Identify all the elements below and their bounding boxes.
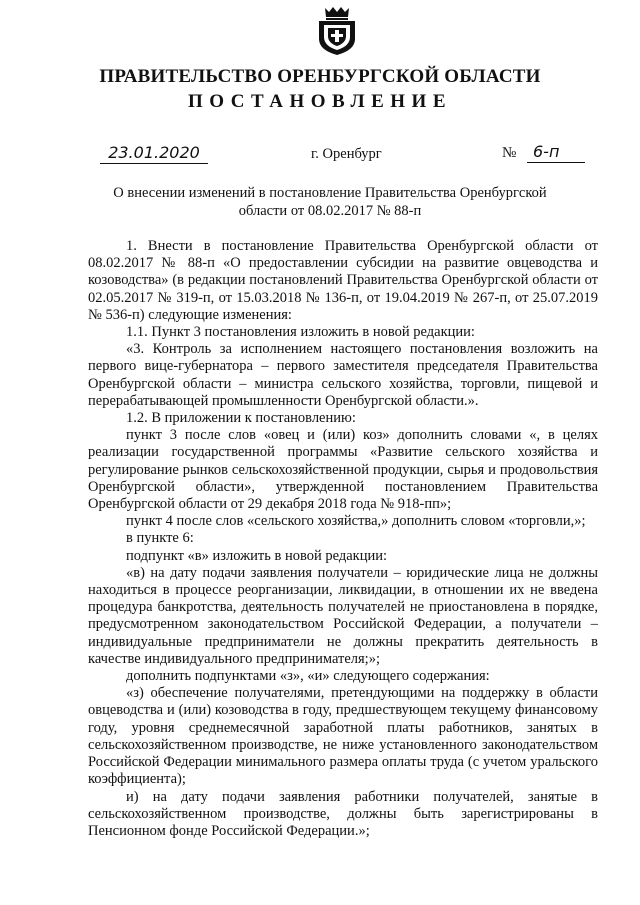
oblast-coat-of-arms-icon xyxy=(317,6,357,56)
paragraph-1: 1. Внести в постановление Правительства Оренбургской области от 08.02.2017 № 88-п «О предоставлении субсидии на развитие овцеводства и козоводства» (в редакции постановлений Правительства Оренбургской области от 02.05.2017 № 319-п, от 15.03.2018 № 136-п, от 19.04.2019 № 267-п, от 25.07.2019 № 536-п) следующие изменения: xyxy=(88,238,598,323)
paragraph-point-3: пункт 3 после слов «овец и (или) коз» дополнить словами «, в целях реализации государственной программы «Развитие сельского хозяйства и регулирование рынков сельскохозяйственной продукции, сырья и продовольствия Оренбургской области», утвержденной постановлением Правительства Оренбургской области от 29 декабря 2018 года № 918-пп»; xyxy=(88,427,598,513)
paragraph-quote-3: «3. Контроль за исполнением настоящего постановления возложить на первого вице-губернатора – первого заместителя председателя Правительства Оренбургской области – министра сельского хозяйства, торговли, пищевой и перерабатывающей промышленности Оренбургской области.». xyxy=(88,341,598,409)
paragraph-subpoint-v-intro: подпункт «в» изложить в новой редакции: xyxy=(126,547,388,564)
decree-body xyxy=(88,238,598,840)
decree-number: 6-п xyxy=(527,142,585,163)
decree-date: 23.01.2020 xyxy=(100,143,208,164)
paragraph-subpoint-z: «з) обеспечение получателями, претендующими на поддержку в области овцеводства и (или) козоводства в году, предшествующем текущему финансовому году, уровня среднемесячной заработной платы работников, занятых в сельскохозяйственном производстве, не ниже установленного законодательством Российской Федерации минимального размера оплаты труда (с учетом уральского коэффициента); xyxy=(88,685,598,788)
decree-city: г. Оренбург xyxy=(311,146,382,162)
paragraph-subpoint-v: «в) на дату подачи заявления получатели – юридические лица не должны находиться в процессе реорганизации, ликвидации, в отношении их не введена процедура банкротства, деятельность получателей не приостановлена в порядке, предусмотренном законодательством Российской Федерации, а получатели – индивидуальные предприниматели не должны прекратить деятельность в качестве индивидуального предпринимателя;»; xyxy=(88,564,598,667)
decree-subject: О внесении изменений в постановление Правительства Оренбургской области от 08.02.2017 № 88-п xyxy=(113,185,547,219)
paragraph-1-2: 1.2. В приложении к постановлению: xyxy=(126,410,356,427)
decree-number-sign: № xyxy=(502,145,517,161)
paragraph-add-subpoints: дополнить подпунктами «з», «и» следующего содержания: xyxy=(126,668,490,685)
document-type-title: ПОСТАНОВЛЕНИЕ xyxy=(187,91,453,112)
paragraph-point-6: в пункте 6: xyxy=(126,530,194,547)
paragraph-point-4: пункт 4 после слов «сельского хозяйства,» дополнить словом «торговли,»; xyxy=(126,513,586,530)
paragraph-1-1: 1.1. Пункт 3 постановления изложить в новой редакции: xyxy=(126,324,475,341)
government-title: ПРАВИТЕЛЬСТВО ОРЕНБУРГСКОЙ ОБЛАСТИ xyxy=(99,66,541,87)
paragraph-subpoint-i: и) на дату подачи заявления работники получателей, занятые в сельскохозяйственном производстве, должны быть зарегистрированы в Пенсионном фонде Российской Федерации.»; xyxy=(88,788,598,839)
